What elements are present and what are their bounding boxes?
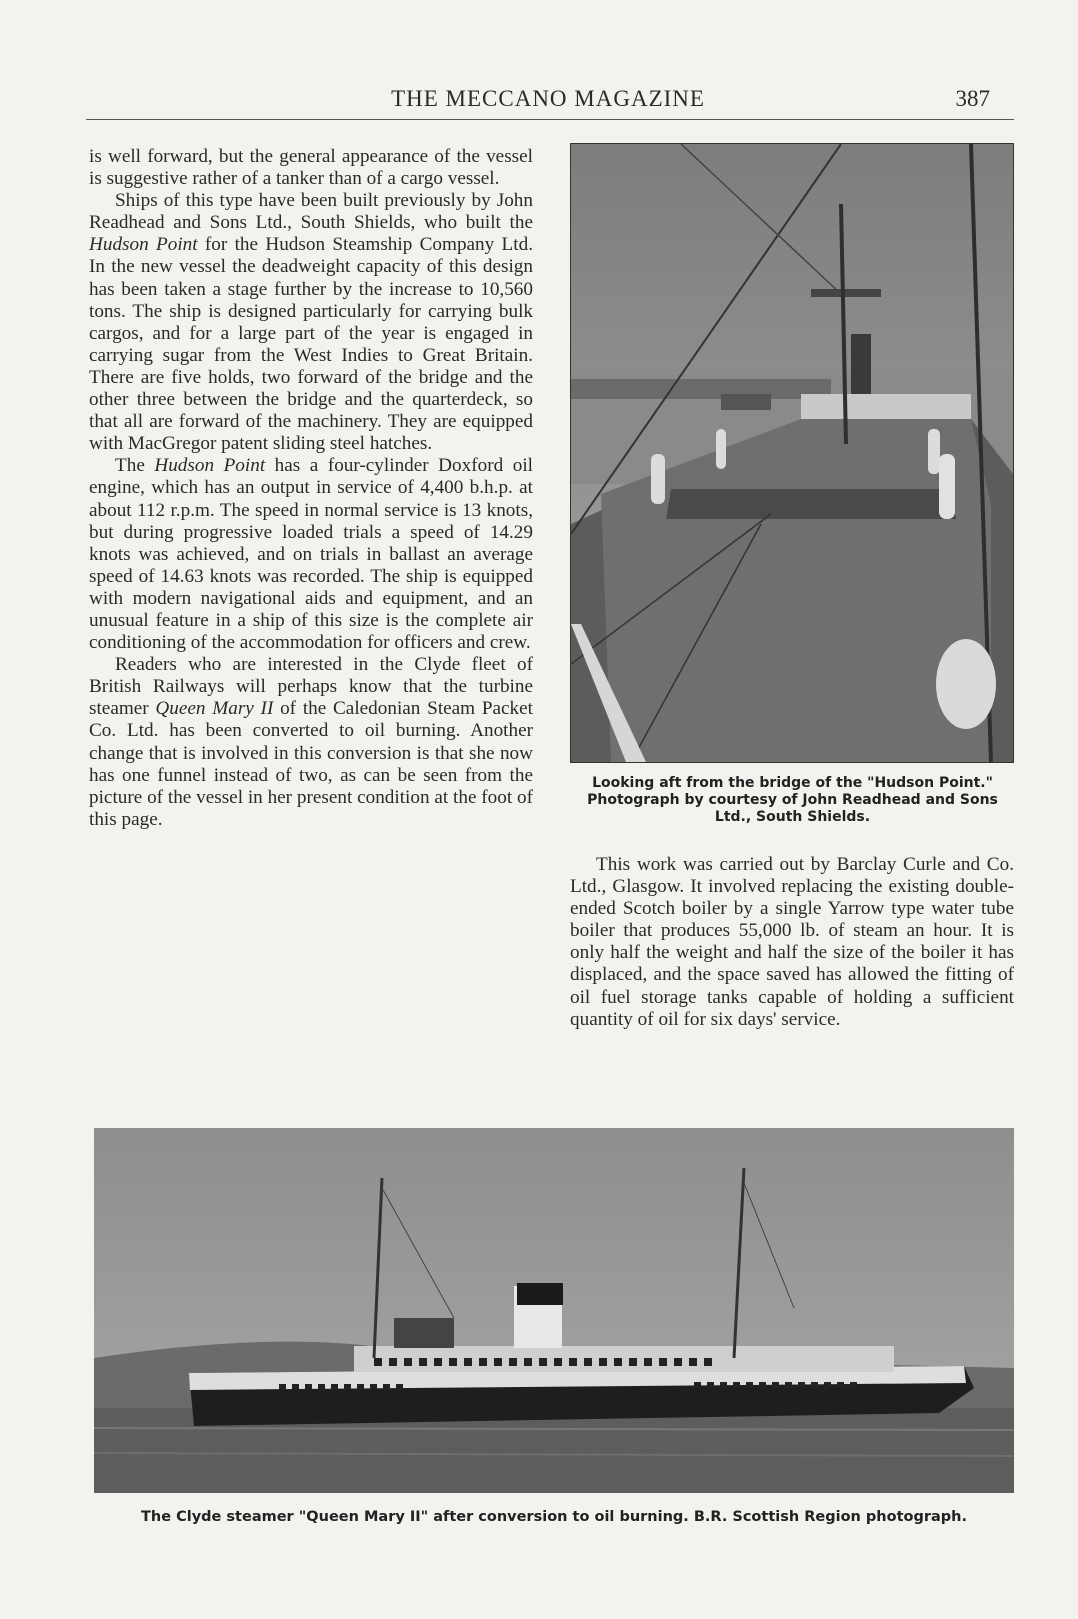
paragraph: is well forward, but the general appearance of the vessel is suggestive rather of a tanker than of a cargo vessel. <box>89 146 533 190</box>
hudson-point-deck-photo <box>570 143 1014 763</box>
bottom-photo-caption: The Clyde steamer "Queen Mary II" after conversion to oil burning. B.R. Scottish Region photograph. <box>141 1509 967 1525</box>
paragraph: Ships of this type have been built previously by John Readhead and Sons Ltd., South Shields, who built the Hudson Point for the Hudson Steamship Company Ltd. In the new vessel the deadweight capacity of this design has been taken a stage further by the increase to 10,560 tons. The ship is designed particularly for carrying bulk cargos, and for a large part of the year is engaged in carrying sugar from the West Indies to Great Britain. There are five holds, two forward of the bridge and the other three between the bridge and the quarterdeck, so that all are forward of the machinery. They are equipped with MacGregor patent sliding steel hatches. <box>89 190 533 455</box>
right-column <box>570 854 1014 1031</box>
top-photo-caption: Looking aft from the bridge of the "Hudson Point." Photograph by courtesy of John Readhead and Sons Ltd., South Shields. <box>587 775 998 825</box>
header-rule <box>86 119 1014 120</box>
magazine-title: THE MECCANO MAGAZINE <box>391 86 705 111</box>
paragraph: Readers who are interested in the Clyde fleet of British Railways will perhaps know that the turbine steamer Queen Mary II of the Caledonian Steam Packet Co. Ltd. has been converted to oil burning. Another change that is involved in this conversion is that she now has one funnel instead of two, as can be seen from the picture of the vessel in her present condition at the foot of this page. <box>89 654 533 830</box>
page-header <box>88 86 1008 118</box>
paragraph: This work was carried out by Barclay Curle and Co. Ltd., Glasgow. It involved replacing the existing double-ended Scotch boiler by a single Yarrow type water tube boiler that produces 55,000 lb. of steam an hour. It is only half the weight and half the size of the boiler it has displaced, and the space saved has allowed the fitting of oil fuel storage tanks capable of holding a sufficient quantity of oil for six days' service. <box>570 854 1014 1030</box>
queen-mary-ii-photo <box>94 1128 1014 1493</box>
page-number: 387 <box>955 86 990 111</box>
left-column <box>89 146 533 831</box>
paragraph: The Hudson Point has a four-cylinder Doxford oil engine, which has an output in service of 4,400 b.h.p. at about 112 r.p.m. The speed in normal service is 13 knots, but during progressive loaded trials a speed of 14.29 knots was achieved, and on trials in ballast an average speed of 14.63 knots was recorded. The ship is equipped with modern navigational aids and equipment, and an unusual feature in a ship of this size is the complete air conditioning of the accommodation for officers and crew. <box>89 455 533 654</box>
